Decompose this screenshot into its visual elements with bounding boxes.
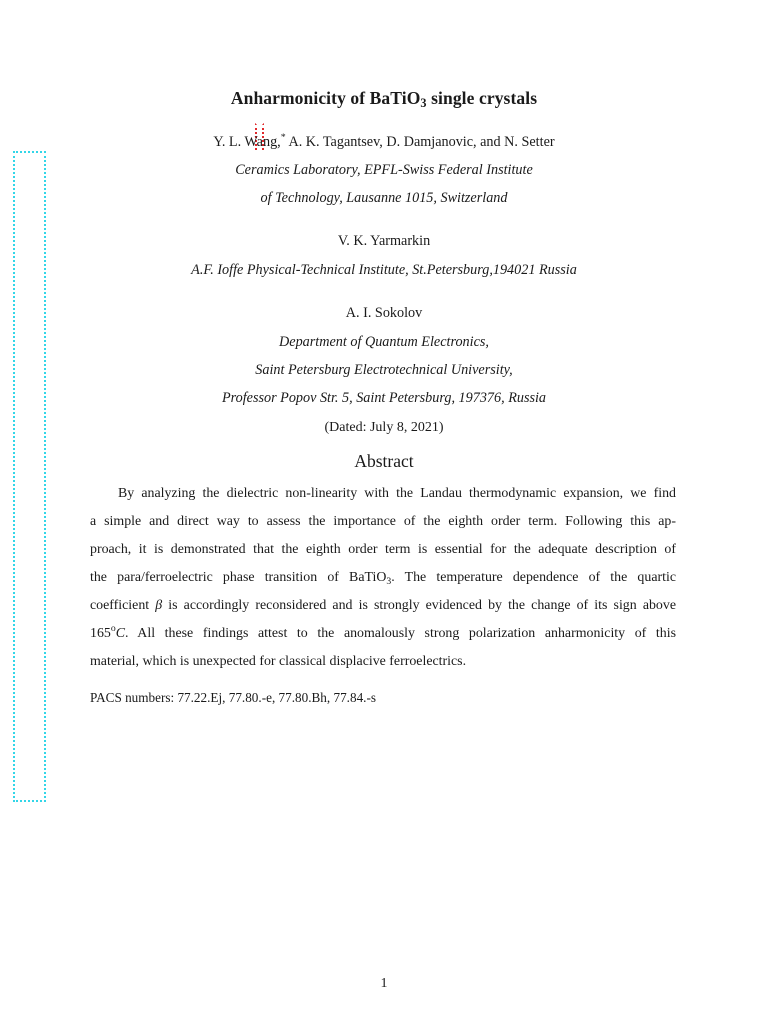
- author-rest: A. K. Tagantsev, D. Damjanovic, and N. Setter: [285, 134, 555, 150]
- paper-title: [0, 88, 768, 109]
- affiliation-1-line-1: Ceramics Laboratory, EPFL-Swiss Federal Institute: [235, 162, 533, 178]
- page-number: 1: [380, 976, 388, 991]
- author-list: [0, 134, 768, 151]
- abstract-text: is accordingly reconsidered and is strongly evidenced by the change of its sign above: [162, 598, 676, 613]
- author-2: V. K. Yarmarkin: [337, 233, 431, 249]
- title-text-end: single crystals: [426, 88, 538, 108]
- abstract-line: [90, 620, 676, 648]
- affiliation-1-line-2: of Technology, Lausanne 1015, Switzerland: [260, 190, 508, 206]
- abstract-line: material, which is unexpected for classical displacive ferroelectrics.: [90, 654, 467, 669]
- affiliation-3-line-1: Department of Quantum Electronics,: [279, 334, 489, 350]
- abstract-line: By analyzing the dielectric non-linearity with the Landau thermodynamic expansion, we find: [118, 486, 676, 501]
- abstract-text: . All these findings attest to the anomalously strong polarization anharmonicity of this: [124, 626, 676, 641]
- abstract-heading: Abstract: [354, 451, 414, 471]
- abstract-body: [90, 480, 676, 676]
- abstract-line: a simple and direct way to assess the importance of the eighth order term. Following this ap-: [90, 514, 676, 529]
- beta-symbol: β: [155, 598, 163, 613]
- abstract-text: the para/ferroelectric phase transition of BaTiO: [90, 570, 387, 585]
- affiliation-2: A.F. Ioffe Physical-Technical Institute, St.Petersburg,194021 Russia: [191, 262, 577, 278]
- author-first: Y. L. Wang,: [213, 134, 281, 150]
- abstract-text: coefficient: [90, 598, 156, 613]
- abstract-line: [90, 564, 676, 592]
- affiliation-3-line-3: Professor Popov Str. 5, Saint Petersburg, 197376, Russia: [221, 390, 547, 406]
- abstract-text: . The temperature dependence of the quartic: [391, 570, 676, 585]
- degree-superscript: o: [110, 623, 116, 634]
- footnote-marker-link[interactable]: *: [280, 132, 286, 143]
- title-subscript: 3: [420, 96, 427, 110]
- abstract-text: 165: [90, 626, 111, 641]
- abstract-subscript: 3: [386, 576, 392, 587]
- celsius-symbol: C: [115, 626, 125, 641]
- abstract-line: proach, it is demonstrated that the eighth order term is essential for the adequate description of: [90, 542, 676, 557]
- title-text: Anharmonicity of BaTiO: [230, 88, 421, 108]
- affiliation-3-line-2: Saint Petersburg Electrotechnical University,: [255, 362, 513, 378]
- pacs-numbers: PACS numbers: 77.22.Ej, 77.80.-e, 77.80.Bh, 77.84.-s: [90, 690, 376, 705]
- date-line: (Dated: July 8, 2021): [324, 420, 444, 435]
- abstract-line: [90, 592, 676, 620]
- author-3: A. I. Sokolov: [345, 305, 423, 321]
